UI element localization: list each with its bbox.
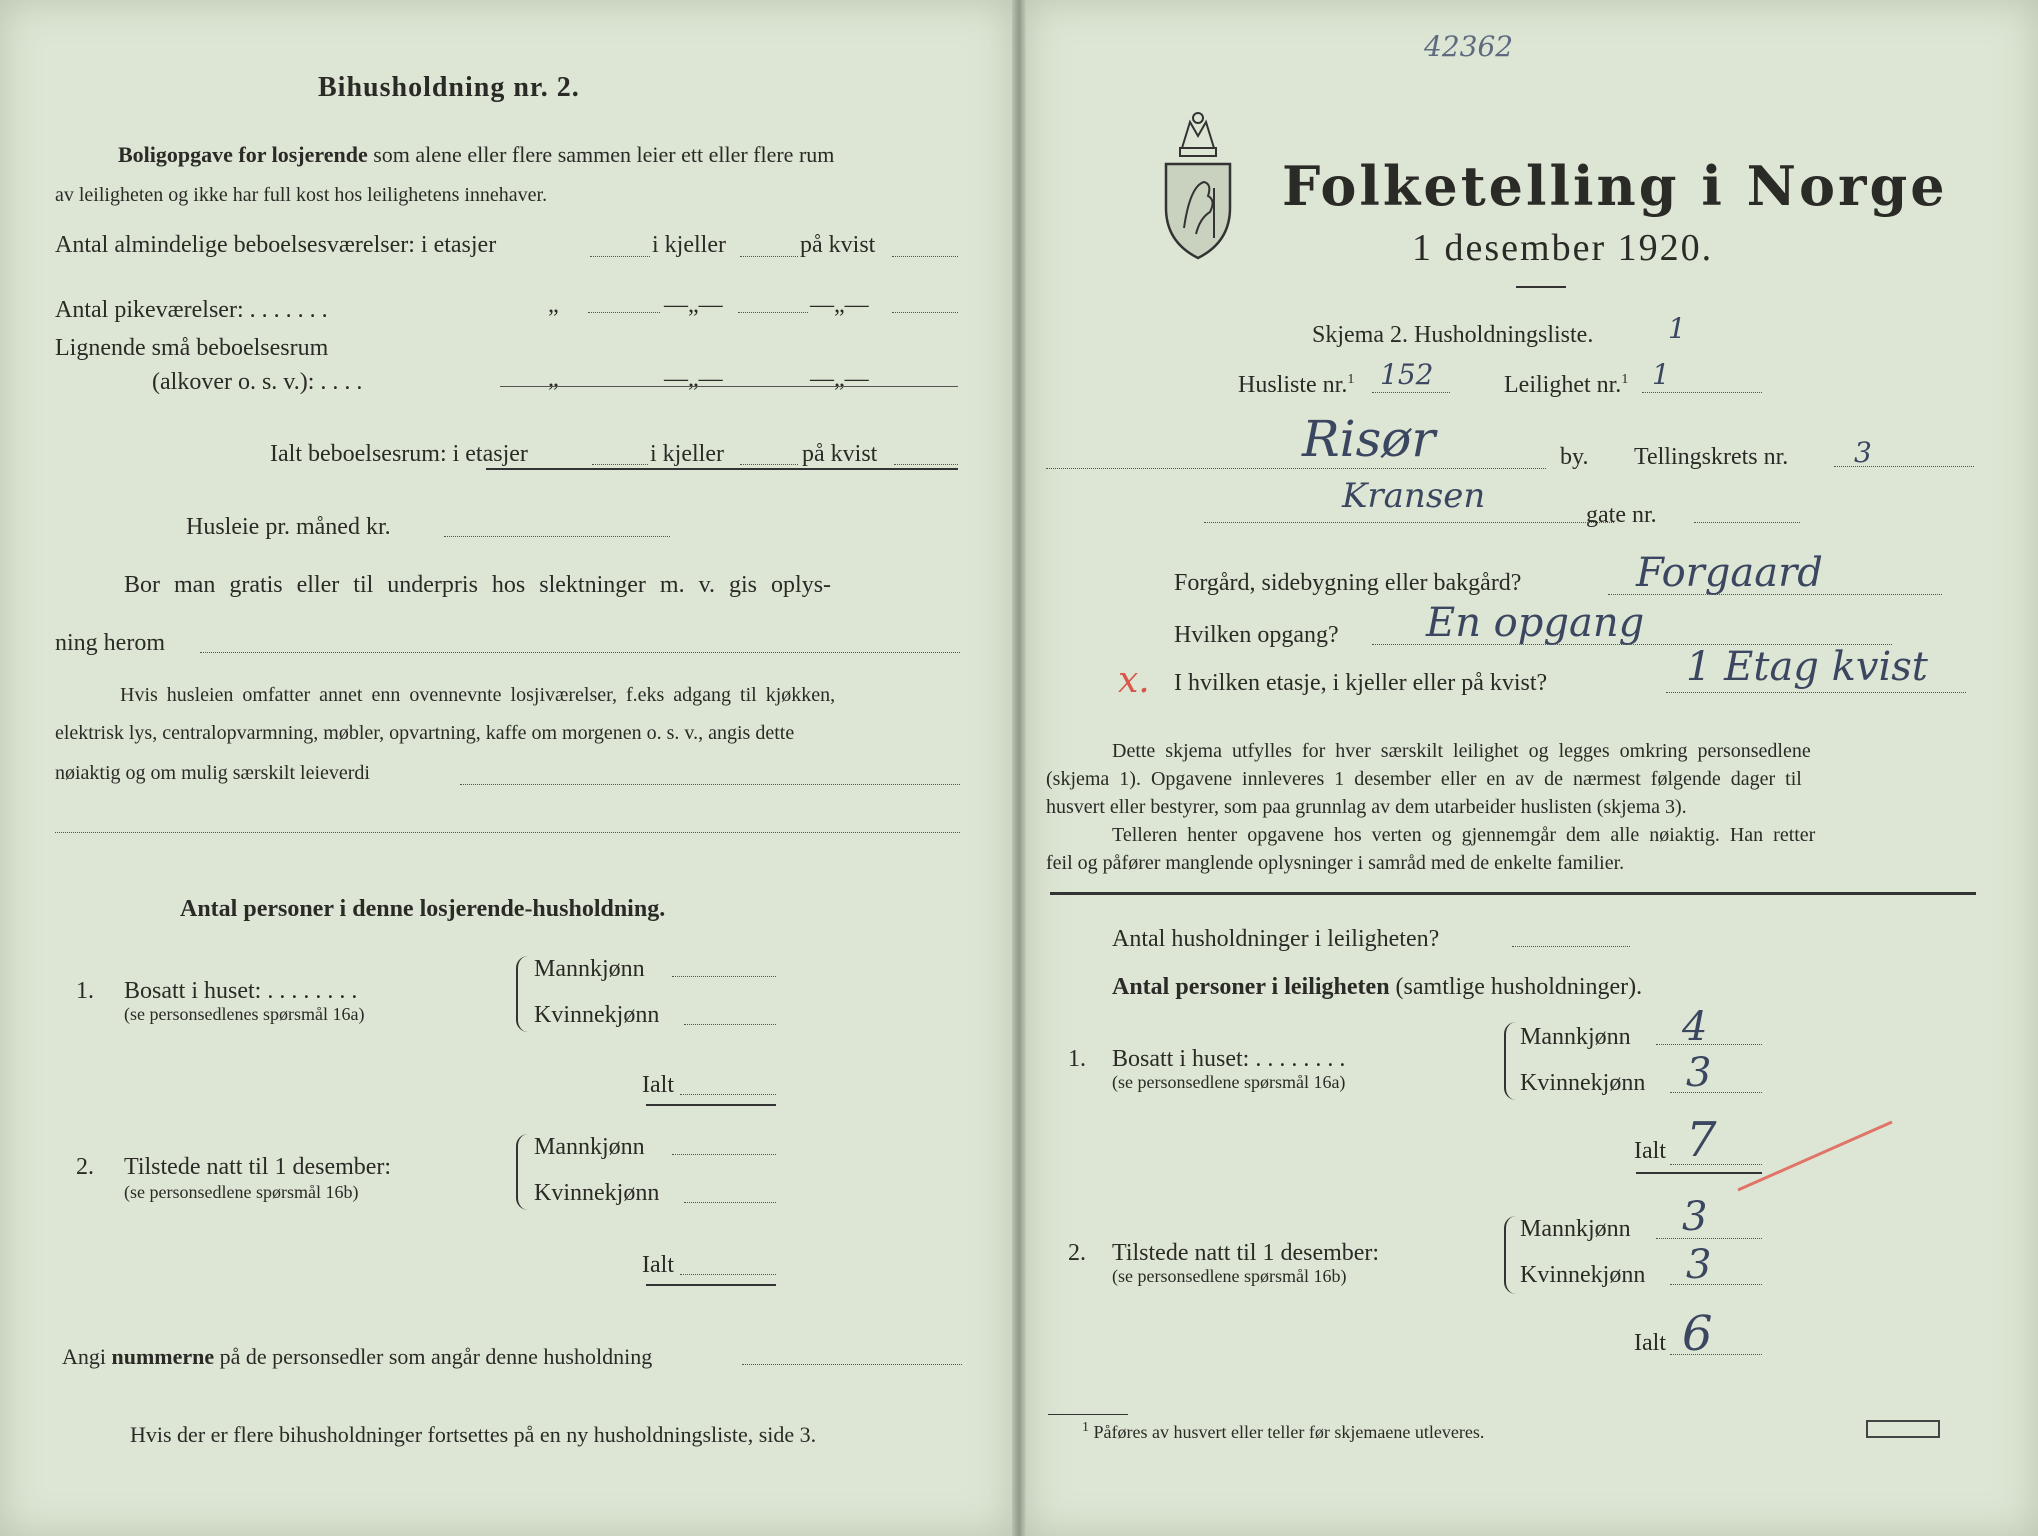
persons-rest: (samtlige husholdninger).: [1395, 974, 1643, 1000]
right-q2-sub: (se personsedlene spørsmål 16b): [1112, 1266, 1347, 1286]
hvis-line-2: elektrisk lys, centralopvarmning, møbler, opvartning, kaffe om morgenen o. s. v., angis dette: [55, 722, 795, 744]
instr-line-1: Dette skjema utfylles for hver særskilt leilighet og legges omkring personsedlene: [1112, 740, 1811, 762]
pikevaerelser-label: Antal pikeværelser: . . . . . . .: [55, 297, 328, 323]
q2-num: 2.: [76, 1154, 94, 1180]
right-q1-sub: (se personsedlene spørsmål 16a): [1112, 1072, 1346, 1092]
q1-label: Bosatt i huset: . . . . . . . .: [124, 978, 358, 1004]
angi-bold: nummerne: [111, 1344, 215, 1369]
husleie-label: Husleie pr. måned kr.: [186, 514, 391, 540]
hvis-line-3: nøiaktig og om mulig særskilt leieverdi: [55, 762, 370, 784]
red-check-icon: [1736, 1118, 1896, 1198]
q2-sub: (se personsedlene spørsmål 16b): [124, 1182, 359, 1202]
persons-bold: Antal personer i leiligheten: [1112, 974, 1390, 1000]
right-q1-kvinne-label: Kvinnekjønn: [1520, 1070, 1646, 1096]
right-q2-mann-label: Mannkjønn: [1520, 1216, 1631, 1242]
right-q2-mann-hw: 3: [1682, 1194, 1708, 1240]
leilighet-hw: 1: [1652, 358, 1670, 391]
q1-num: 1.: [76, 978, 94, 1004]
hvis-line-1: Hvis husleien omfatter annet enn ovennevnte losjiværelser, f.eks adgang til kjøkken,: [120, 684, 836, 706]
by-label: by.: [1560, 444, 1589, 470]
etasje-hw: 1 Etag kvist: [1686, 644, 1928, 690]
ditto-2: —„—: [664, 292, 723, 318]
q1-sub: (se personsedlenes spørsmål 16a): [124, 1004, 365, 1024]
antal-hush-label: Antal husholdninger i leiligheten?: [1112, 926, 1440, 952]
leilighet-label: Leilighet nr.$^1$: [1504, 372, 1629, 398]
bor-line-2: ning herom: [55, 630, 165, 656]
right-q1-mann-label: Mannkjønn: [1520, 1024, 1631, 1050]
ditto-5: —„—: [664, 366, 723, 392]
right-q2-label: Tilstede natt til 1 desember:: [1112, 1240, 1380, 1266]
right-q1-mann-hw: 4: [1682, 1004, 1708, 1050]
intro-line-2: av leiligheten og ikke har full kost hos leilighetens innehaver.: [55, 184, 548, 206]
coat-of-arms-icon: [1160, 108, 1236, 264]
right-q1-kvinne-hw: 3: [1686, 1050, 1712, 1096]
right-q1-label: Bosatt i huset: . . . . . . . .: [1112, 1046, 1346, 1072]
census-date: 1 desember 1920.: [1412, 227, 1714, 269]
alkover-label: (alkover o. s. v.): . . . .: [152, 369, 363, 395]
q1-ialt-label: Ialt: [642, 1072, 674, 1098]
tellingskrets-label: Tellingskrets nr.: [1634, 444, 1789, 470]
right-q1-num: 1.: [1068, 1046, 1086, 1072]
ditto-6: —„—: [810, 366, 869, 392]
page-fold: [1012, 0, 1026, 1536]
instr-line-5: feil og påfører manglende oplysninger i samråd med de enkelte familier.: [1046, 852, 1625, 874]
persons-heading: Antal personer i denne losjerende-husholdning.: [180, 896, 666, 922]
antal-rooms-label: Antal almindelige beboelsesværelser: i etasjer: [55, 232, 497, 258]
pa-kvist-label: på kvist: [800, 232, 876, 258]
instr-line-3: husvert eller bestyrer, som paa grunnlag av dem utarbeider huslisten (skjema 3).: [1046, 796, 1687, 818]
q2-kvinne-label: Kvinnekjønn: [534, 1180, 660, 1206]
right-q2-kvinne-hw: 3: [1686, 1242, 1712, 1288]
right-q2-ialt-hw: 6: [1682, 1306, 1713, 1362]
q2-mann-label: Mannkjønn: [534, 1134, 645, 1160]
gate-label: gate nr.: [1586, 502, 1657, 528]
opgang-label: Hvilken opgang?: [1174, 622, 1339, 648]
ditto-4: „: [548, 366, 559, 392]
q2-label: Tilstede natt til 1 desember:: [124, 1154, 392, 1180]
angi-post: på de personsedler som angår denne husholdning: [219, 1344, 653, 1369]
right-q1-ialt-hw: 7: [1686, 1112, 1717, 1168]
right-page: [1026, 0, 2038, 1536]
persons-line: [1112, 974, 1642, 1001]
footnote: $^1$ Påføres av husvert eller teller før skjemaene utleveres.: [1082, 1420, 1485, 1442]
tellingskrets-hw: 3: [1854, 436, 1872, 469]
footer-note: Hvis der er flere bihusholdninger fortsettes på en ny husholdningsliste, side 3.: [130, 1422, 817, 1447]
bihusholdning-title: Bihusholdning nr. 2.: [318, 72, 580, 103]
instr-line-4: Telleren henter opgavene hos verten og gjennemgår dem alle nøiaktig. Han retter: [1112, 824, 1816, 846]
ditto-3: —„—: [810, 292, 869, 318]
right-q2-num: 2.: [1068, 1240, 1086, 1266]
forgard-label: Forgård, sidebygning eller bakgård?: [1174, 570, 1522, 596]
bor-line-1: Bor man gratis eller til underpris hos slektninger m. v. gis oplys-: [124, 572, 832, 598]
etasje-label: I hvilken etasje, i kjeller eller på kvist?: [1174, 670, 1548, 696]
main-title: Folketelling i Norge: [1282, 154, 1948, 218]
angi-pre: Angi: [62, 1344, 106, 1369]
ialt-kvist-label: på kvist: [802, 441, 878, 467]
intro-line-1: [118, 142, 834, 168]
q2-ialt-label: Ialt: [642, 1252, 674, 1278]
opgang-hw: En opgang: [1426, 600, 1645, 646]
archive-number: 42362: [1424, 30, 1514, 63]
intro-rest: som alene eller flere sammen leier ett eller flere rum: [373, 142, 835, 167]
ialt-rooms-label: Ialt beboelsesrum: i etasjer: [270, 441, 528, 467]
q1-mann-label: Mannkjønn: [534, 956, 645, 982]
ialt-kjeller-label: i kjeller: [650, 441, 724, 467]
angi-line: [62, 1344, 652, 1370]
skjema-label: Skjema 2. Husholdningsliste.: [1312, 322, 1594, 348]
right-q1-ialt-label: Ialt: [1634, 1138, 1666, 1164]
by-hw: Risør: [1302, 410, 1436, 468]
ditto-1: „: [548, 292, 559, 318]
forgard-hw: Forgaard: [1636, 550, 1823, 596]
left-page: [0, 0, 1012, 1536]
printer-stamp: [1866, 1420, 1940, 1438]
husliste-label: Husliste nr.$^1$: [1238, 372, 1355, 398]
q1-kvinne-label: Kvinnekjønn: [534, 1002, 660, 1028]
lignende-label: Lignende små beboelsesrum: [55, 335, 329, 361]
instr-line-2: (skjema 1). Opgavene innleveres 1 desember eller en av de nærmest følgende dager til: [1046, 768, 1802, 790]
husliste-hw: 152: [1380, 358, 1434, 391]
intro-bold: Boligopgave for losjerende: [118, 142, 368, 167]
right-q2-kvinne-label: Kvinnekjønn: [1520, 1262, 1646, 1288]
right-q2-ialt-label: Ialt: [1634, 1330, 1666, 1356]
skjema-hw: 1: [1668, 312, 1686, 345]
etasje-mark: x.: [1118, 660, 1150, 701]
gate-hw: Kransen: [1342, 476, 1486, 516]
i-kjeller-label: i kjeller: [652, 232, 726, 258]
